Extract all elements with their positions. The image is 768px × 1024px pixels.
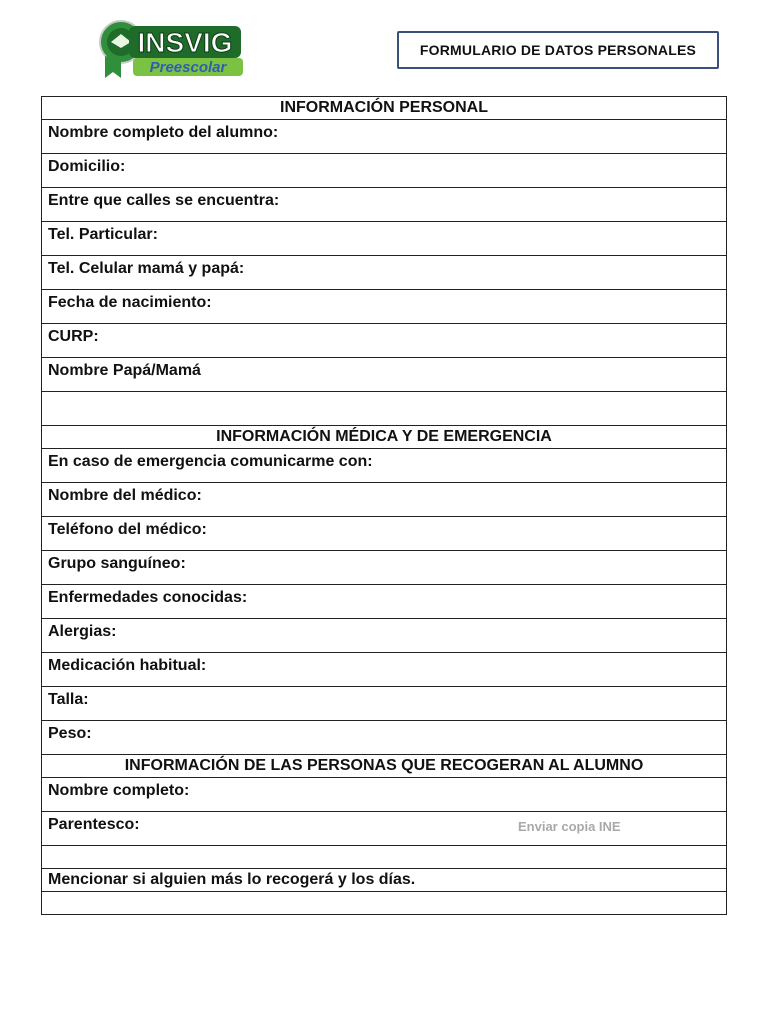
field-home-phone[interactable]: Tel. Particular: (42, 222, 726, 256)
field-known-diseases[interactable]: Enfermedades conocidas: (42, 585, 726, 619)
blank-row[interactable] (42, 892, 726, 915)
form-table (41, 96, 727, 915)
field-curp[interactable]: CURP: (42, 324, 726, 358)
field-doctor-name[interactable]: Nombre del médico: (42, 483, 726, 517)
field-emergency-contact[interactable]: En caso de emergencia comunicarme con: (42, 449, 726, 483)
field-parents-cell[interactable]: Tel. Celular mamá y papá: (42, 256, 726, 290)
field-other-pickup[interactable]: Mencionar si alguien más lo recogerá y los días. (42, 869, 726, 892)
field-height[interactable]: Talla: (42, 687, 726, 721)
field-parent-names[interactable]: Nombre Papá/Mamá (42, 358, 726, 392)
field-usual-medication[interactable]: Medicación habitual: (42, 653, 726, 687)
field-cross-streets[interactable]: Entre que calles se encuentra: (42, 188, 726, 222)
field-address[interactable]: Domicilio: (42, 154, 726, 188)
logo-sub-text: Preescolar (149, 59, 227, 76)
blank-row[interactable] (42, 846, 726, 869)
section-header-personal: INFORMACIÓN PERSONAL (42, 97, 726, 120)
field-student-name[interactable]: Nombre completo del alumno: (42, 120, 726, 154)
field-relationship-label: Parentesco: (48, 816, 140, 833)
field-pickup-full-name[interactable]: Nombre completo: (42, 778, 726, 812)
form-title: FORMULARIO DE DATOS PERSONALES (419, 42, 697, 58)
section-header-pickup: INFORMACIÓN DE LAS PERSONAS QUE RECOGERAN AL ALUMNO (42, 755, 726, 778)
form-title-box (397, 31, 719, 69)
insvig-logo-graphic (99, 20, 247, 80)
section-header-medical: INFORMACIÓN MÉDICA Y DE EMERGENCIA (42, 426, 726, 449)
field-weight[interactable]: Peso: (42, 721, 726, 755)
ine-copy-note: Enviar copia INE (518, 819, 621, 834)
field-allergies[interactable]: Alergias: (42, 619, 726, 653)
field-doctor-phone[interactable]: Teléfono del médico: (42, 517, 726, 551)
field-blood-type[interactable]: Grupo sanguíneo: (42, 551, 726, 585)
blank-row[interactable] (42, 392, 726, 426)
logo-brand-text: INSVIG (137, 27, 233, 58)
field-relationship[interactable] (42, 812, 726, 846)
school-logo (99, 20, 247, 80)
field-birth-date[interactable]: Fecha de nacimiento: (42, 290, 726, 324)
